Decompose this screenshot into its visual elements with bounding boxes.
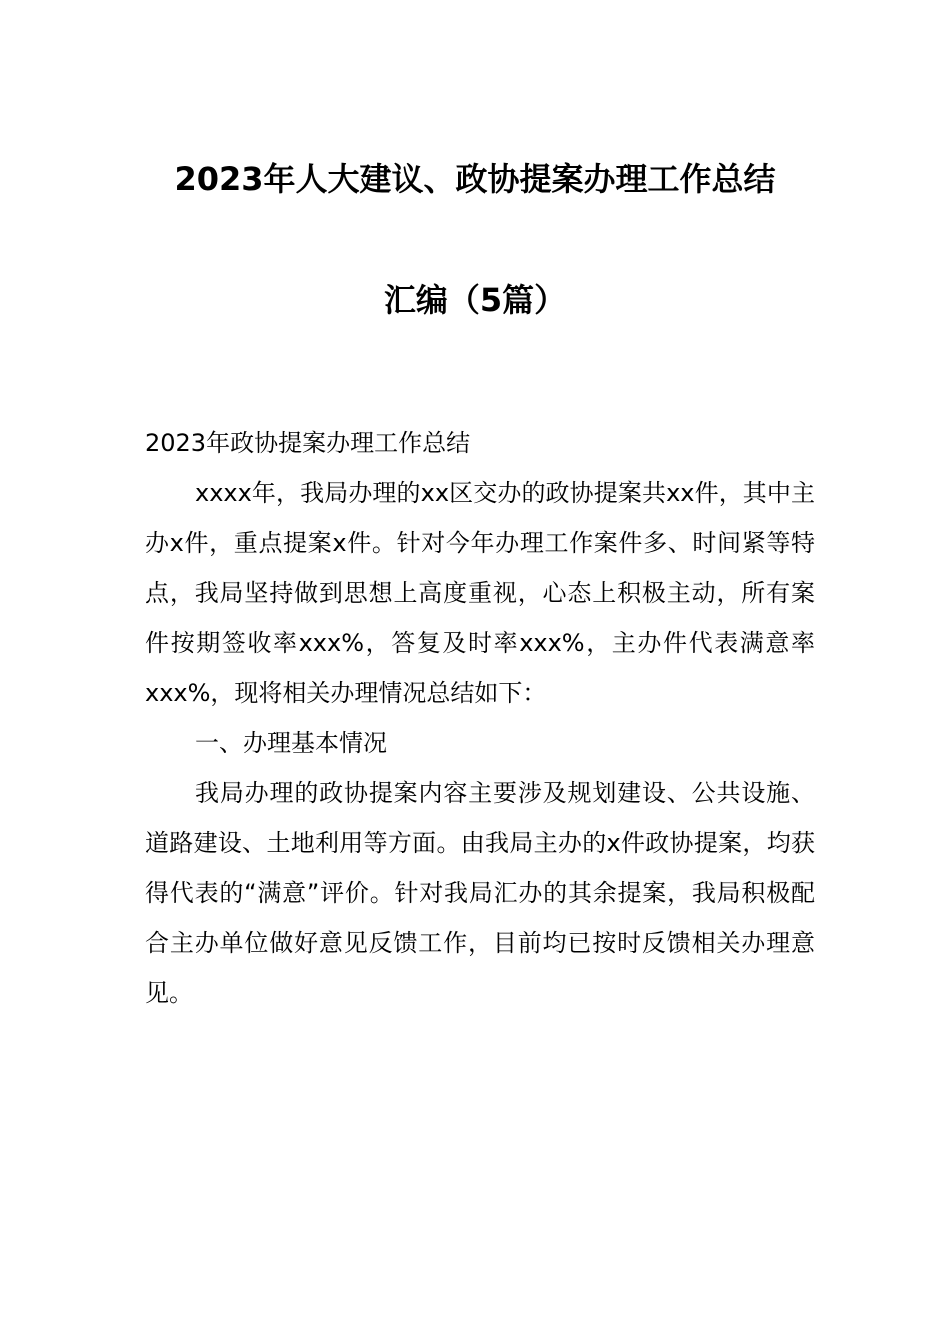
paragraph-basic-situation: 我局办理的政协提案内容主要涉及规划建设、公共设施、道路建设、土地利用等方面。由我局主办的x件政协提案，均获得代表的“满意”评价。针对我局汇办的其余提案，我局积极配合主办单位做好意见反馈工作，目前均已按时反馈相关办理意见。 [145,779,815,1007]
paragraph-intro: xxxx年，我局办理的xx区交办的政协提案共xx件，其中主办x件，重点提案x件。针对今年办理工作案件多、时间紧等特点，我局坚持做到思想上高度重视，心态上积极主动，所有案件按期签收率xxx%，答复及时率xxx%，主办件代表满意率xxx%，现将相关办理情况总结如下： [145,479,815,707]
document-title-line-1: 2023年人大建议、政协提案办理工作总结 [174,160,776,198]
section-subtitle: 2023年政协提案办理工作总结 [145,429,471,457]
document-title-line-2: 汇编（5篇） [383,281,567,319]
section-heading: 一、办理基本情况 [195,729,387,757]
document-body [145,418,815,1018]
